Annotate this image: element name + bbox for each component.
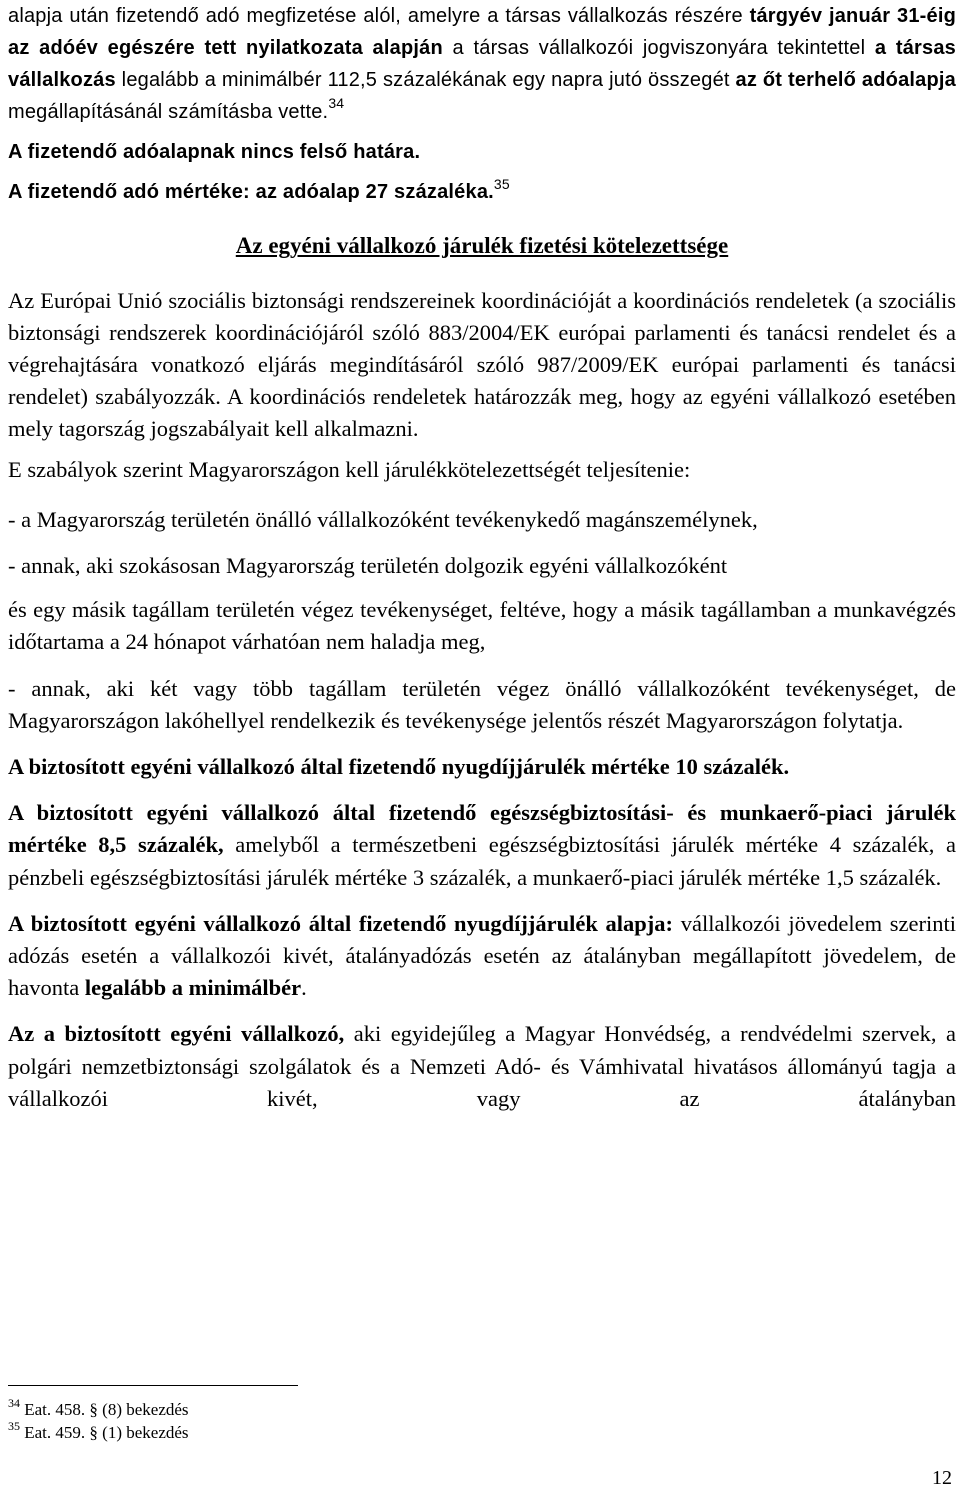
p1-text-e: legalább a minimálbér 112,5 százalékának egy napra jutó összegét bbox=[115, 69, 736, 91]
list-item-1: - a Magyarország területén önálló vállalkozóként tevékenykedő magánszemélynek, bbox=[8, 506, 758, 532]
p8-bold: A biztosított egyéni vállalkozó által fizetendő nyugdíjjárulék alapja: bbox=[8, 910, 674, 936]
p9-text: aki egyidejűleg a Magyar Honvédség, a rendvédelmi szervek, a polgári nemzetbiztonsági szolgálatok és a Nemzeti Adó- és Vámhivatal hivatásos állományú tagja a vállalkozói kivét, vagy az átalányban bbox=[8, 1021, 956, 1111]
list-item-2-first-line: - annak, aki szokásosan Magyarország területén dolgozik egyéni vállalkozóként bbox=[8, 553, 728, 579]
p1-text-g: megállapításánál számításba vette. bbox=[8, 101, 329, 123]
paragraph-pension-rate bbox=[8, 751, 956, 783]
p3-text: A fizetendő adó mértéke: az adóalap 27 százaléka. bbox=[8, 181, 494, 204]
p8-end: . bbox=[301, 975, 307, 1001]
document-page bbox=[8, 0, 956, 1115]
footnote-34 bbox=[8, 1398, 189, 1421]
paragraph-health-contribution bbox=[8, 797, 956, 894]
section-heading: Az egyéni vállalkozó járulék fizetési kötelezettsége bbox=[235, 233, 729, 259]
paragraph-no-upper-limit bbox=[8, 136, 956, 168]
footnote-ref-35: 35 bbox=[493, 175, 510, 192]
footnote-text: Eat. 459. § (1) bekezdés bbox=[24, 1423, 189, 1442]
p8-text: vállalkozói jövedelem szerinti adózás esetén a vállalkozói kivét, átalányadózás esetén az átalányban megállapított jövedelem, de havonta bbox=[8, 910, 956, 1001]
footnote-text: Eat. 458. § (8) bekezdés bbox=[24, 1400, 189, 1419]
paragraph-pension-base bbox=[8, 908, 956, 1005]
paragraph-tax-base-continuation bbox=[8, 0, 956, 128]
p1-bold-b: tárgyév január 31-éig az adóév egészére tett nyilatkozata alapján bbox=[8, 5, 957, 59]
p8-bold-2: legalább a minimálbér bbox=[84, 975, 302, 1001]
p6-text: A biztosított egyéni vállalkozó által fizetendő nyugdíjjárulék mértéke 10 százalék. bbox=[8, 754, 790, 780]
list-item-2-continuation: és egy másik tagállam területén végez tevékenységet, feltéve, hogy a másik tagállamban a munkavégzés időtartama a 24 hónapot várhatóan nem haladja meg, bbox=[8, 597, 956, 655]
footnote-number: 35 bbox=[8, 1419, 20, 1434]
p1-bold-f: az őt terhelő adóalapja bbox=[735, 69, 956, 91]
footnotes bbox=[8, 1398, 189, 1444]
p7-text: amelyből a természetbeni egészségbiztosítási járulék mértéke 4 százalék, a pénzbeli egészségbiztosítási járulék mértéke 3 százalék, a munkaerő-piaci járulék mértéke 1,5 százalék. bbox=[8, 832, 956, 890]
paragraph-tax-rate bbox=[8, 176, 956, 208]
p1-text-c: a társas vállalkozói jogviszonyára tekintettel bbox=[442, 37, 875, 59]
p2-text: A fizetendő adóalapnak nincs felső határa. bbox=[8, 141, 421, 163]
page-number: 12 bbox=[932, 1467, 952, 1489]
paragraph-eu-coordination: Az Európai Unió szociális biztonsági rendszereinek koordinációját a koordinációs rendeletek (a szociális biztonsági rendszerek koordinációjáról szóló 883/2004/EK európai parlamenti és tanácsi rendelet és a végrehajtására vonatkozó eljárás megindításáról szóló 987/2009/EK európai parlamenti és tanácsi rendelet) szabályozzák. A koordinációs rendeletek határozzák meg, hogy az egyéni vállalkozó esetében mely tagország jogszabályait kell alkalmazni. bbox=[8, 287, 956, 442]
p9-bold: Az a biztosított egyéni vállalkozó, bbox=[8, 1021, 345, 1047]
paragraph-armed-forces bbox=[8, 1018, 956, 1115]
p7-bold: A biztosított egyéni vállalkozó által fizetendő egészségbiztosítási- és munkaerő-piaci járulék mértéke 8,5 százalék, bbox=[8, 800, 956, 858]
paragraph-rules-intro: E szabályok szerint Magyarországon kell járulékkötelezettségét teljesítenie: bbox=[8, 456, 691, 482]
footnote-35 bbox=[8, 1421, 189, 1444]
p1-text-a: alapja után fizetendő adó megfizetése alól, amelyre a társas vállalkozás részére bbox=[8, 5, 750, 27]
footnote-ref-34: 34 bbox=[328, 95, 345, 112]
p1-bold-d: a társas vállalkozás bbox=[8, 37, 956, 91]
obligation-list bbox=[8, 504, 956, 737]
footnote-separator bbox=[8, 1385, 298, 1386]
footnote-number: 34 bbox=[8, 1396, 20, 1411]
list-item-3: - annak, aki két vagy több tagállam területén végez önálló vállalkozóként tevékenységet, de Magyarországon lakóhellyel rendelkezik és tevékenysége jelentős részét Magyarországon folytatja. bbox=[8, 675, 956, 733]
